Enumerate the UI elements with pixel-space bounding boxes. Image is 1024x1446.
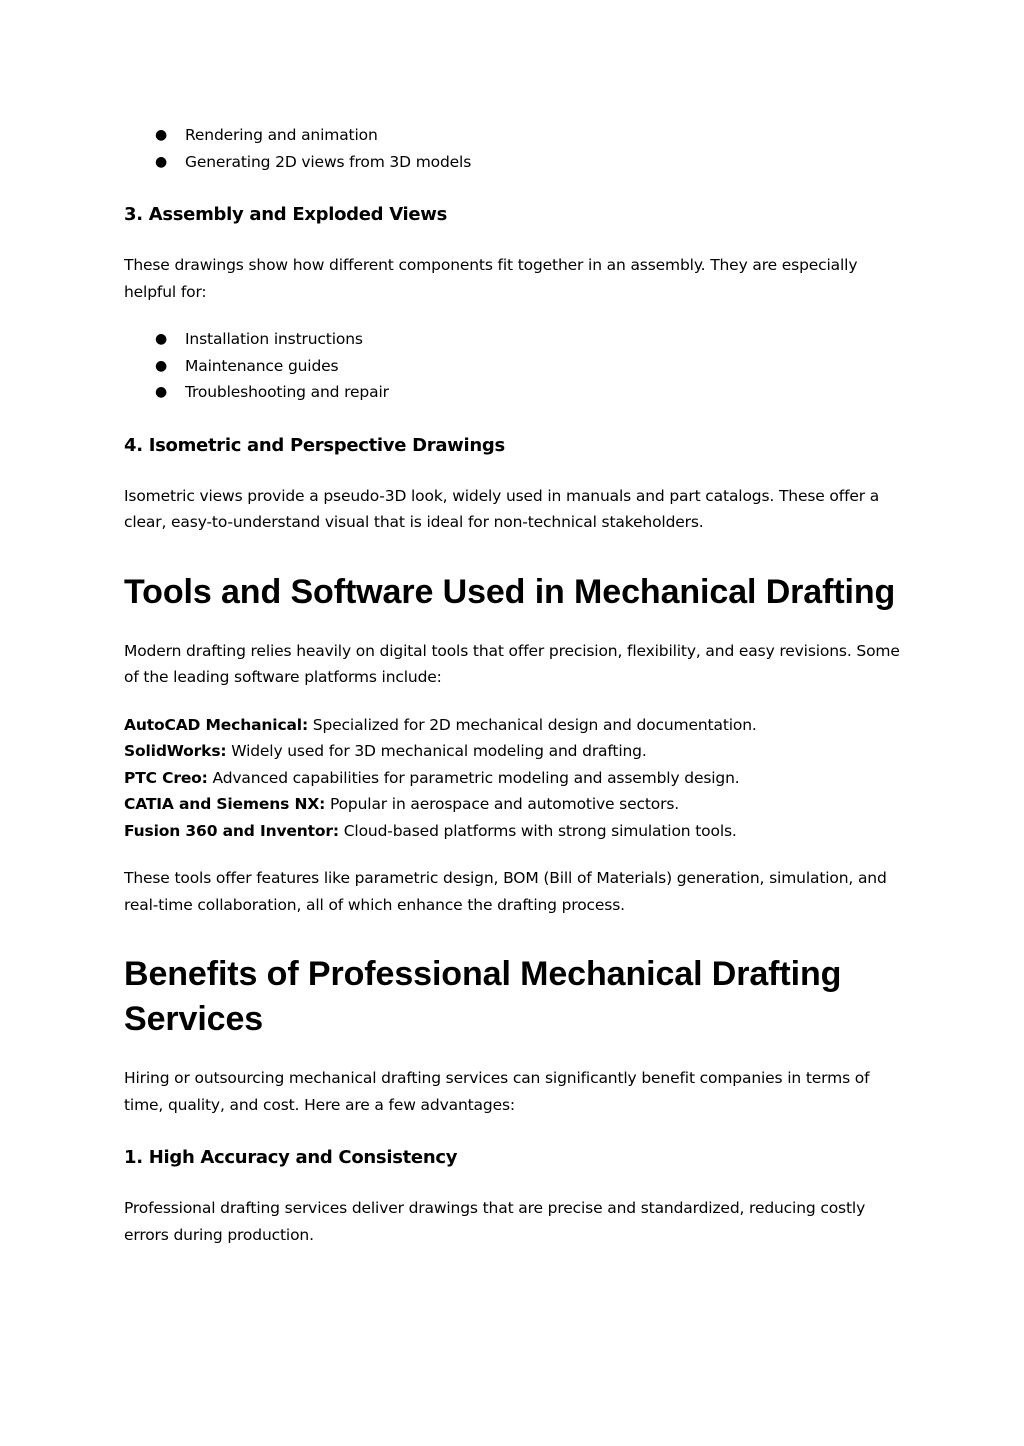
section-heading-isometric: 4. Isometric and Perspective Drawings [124, 434, 505, 456]
list-item [124, 326, 904, 353]
tool-description: Widely used for 3D mechanical modeling and drafting. [231, 742, 647, 760]
bullet-icon: ● [155, 331, 168, 347]
bullet-icon: ● [155, 127, 168, 143]
tool-item [124, 791, 904, 818]
section-paragraph-isometric: Isometric views provide a pseudo-3D look, widely used in manuals and part catalogs. These offer a clear, easy-to-understand visual that is ideal for non-technical stakeholders. [124, 486, 880, 531]
tool-name: AutoCAD Mechanical: [124, 715, 308, 734]
list-item [124, 379, 904, 406]
list-item [124, 149, 904, 176]
tools-intro-paragraph: Modern drafting relies heavily on digital tools that offer precision, flexibility, and easy revisions. Some of the leading software platforms include: [124, 641, 900, 686]
tool-name: CATIA and Siemens NX: [124, 795, 326, 813]
bullet-list-assembly [124, 326, 904, 406]
document-content [124, 122, 904, 1248]
bullet-icon: ● [155, 384, 168, 400]
list-item-text: Generating 2D views from 3D models [185, 152, 472, 171]
tool-name: Fusion 360 and Inventor: [124, 821, 339, 840]
list-item [124, 122, 904, 149]
section-paragraph-accuracy: Professional drafting services deliver drawings that are precise and standardized, reducing costly errors during production. [124, 1199, 866, 1244]
tool-item [124, 712, 904, 739]
heading-tools: Tools and Software Used in Mechanical Drafting [124, 572, 896, 611]
tool-item [124, 765, 904, 792]
heading-benefits: Benefits of Professional Mechanical Drafting Services [124, 955, 842, 1038]
list-item-text: Maintenance guides [185, 356, 339, 375]
section-heading-accuracy: 1. High Accuracy and Consistency [124, 1147, 458, 1168]
bullet-list-top [124, 122, 904, 175]
list-item-text: Installation instructions [185, 330, 363, 348]
tool-item [124, 818, 904, 845]
tool-description: Advanced capabilities for parametric modeling and assembly design. [212, 768, 740, 787]
list-item-text: Troubleshooting and repair [185, 383, 389, 401]
benefits-intro-paragraph: Hiring or outsourcing mechanical drafting services can significantly benefit companies in terms of time, quality, and cost. Here are a few advantages: [124, 1069, 870, 1114]
list-item-text: Rendering and animation [185, 126, 378, 144]
section-heading-assembly: 3. Assembly and Exploded Views [124, 204, 448, 225]
tool-name: SolidWorks: [124, 742, 227, 760]
section-paragraph-assembly: These drawings show how different components fit together in an assembly. They are especially helpful for: [124, 256, 858, 301]
tools-list [124, 712, 904, 845]
tool-description: Cloud-based platforms with strong simulation tools. [343, 821, 737, 840]
tools-closing-paragraph: These tools offer features like parametric design, BOM (Bill of Materials) generation, simulation, and real-time collaboration, all of which enhance the drafting process. [124, 869, 887, 914]
tool-item [124, 738, 904, 765]
tool-description: Specialized for 2D mechanical design and documentation. [312, 715, 757, 734]
tool-name: PTC Creo: [124, 768, 208, 787]
list-item [124, 353, 904, 380]
bullet-icon: ● [155, 153, 168, 170]
bullet-icon: ● [155, 357, 168, 374]
tool-description: Popular in aerospace and automotive sectors. [329, 795, 680, 813]
